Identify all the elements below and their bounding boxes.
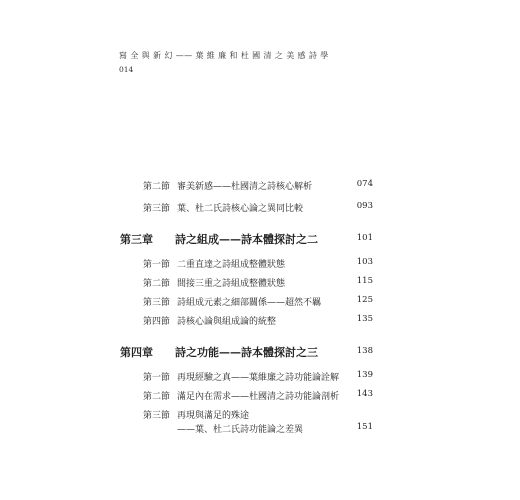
page-ref: 135 — [356, 314, 373, 324]
section-title: 二重直達之詩組成整體狀態 — [177, 260, 286, 270]
section-title: 審美新感——杜國清之詩核心解析 — [177, 182, 313, 192]
section-title: 滿足內在需求——杜國清之詩功能論剖析 — [177, 392, 340, 402]
section-label: 第一節 — [143, 373, 171, 383]
page-ref: 115 — [356, 276, 373, 286]
section-title: 詩組成元素之細部關係——超然不羈 — [177, 298, 322, 308]
section-label: 第三節 — [143, 298, 171, 308]
section-label: 第二節 — [143, 392, 171, 402]
section-title: 間接三重之詩組成整體狀態 — [177, 279, 286, 289]
running-header — [119, 50, 329, 74]
chapter-label: 第三章 — [120, 233, 153, 246]
section-title: 葉、杜二氏詩核心論之異同比較 — [177, 204, 304, 214]
toc-entry — [0, 408, 520, 438]
section-title: 再現經驗之真——葉維廉之詩功能論詮解 — [177, 373, 340, 383]
page-number: 014 — [119, 65, 134, 74]
page-ref: 101 — [356, 233, 373, 243]
chapter-title: 詩之組成——詩本體探討之二 — [175, 233, 318, 246]
page-ref: 103 — [356, 257, 373, 267]
section-label: 第三節 — [143, 204, 171, 214]
section-label: 第三節 — [143, 411, 171, 421]
page-ref: 125 — [356, 295, 373, 305]
running-title: 寫 全 與 新 幻 —— 葉 維 廉 和 杜 國 清 之 美 感 詩 學 — [119, 51, 329, 60]
page-ref: 151 — [356, 422, 373, 432]
section-title: 再現與滿足的殊途 — [177, 411, 250, 421]
chapter-title: 詩之功能——詩本體探討之三 — [175, 346, 318, 359]
section-label: 第四節 — [143, 317, 171, 327]
section-title: 詩核心論與組成論的統整 — [177, 317, 277, 327]
page-ref: 093 — [356, 201, 373, 211]
section-label: 第二節 — [143, 279, 171, 289]
section-label: 第一節 — [143, 260, 171, 270]
page-ref: 143 — [356, 389, 373, 399]
page-ref: 139 — [356, 370, 373, 380]
section-subtitle: ——葉、杜二氏詩功能論之差異 — [177, 425, 304, 435]
page-ref: 074 — [356, 179, 373, 189]
page-ref: 138 — [356, 346, 373, 356]
section-label: 第二節 — [143, 182, 171, 192]
chapter-label: 第四章 — [120, 346, 153, 359]
